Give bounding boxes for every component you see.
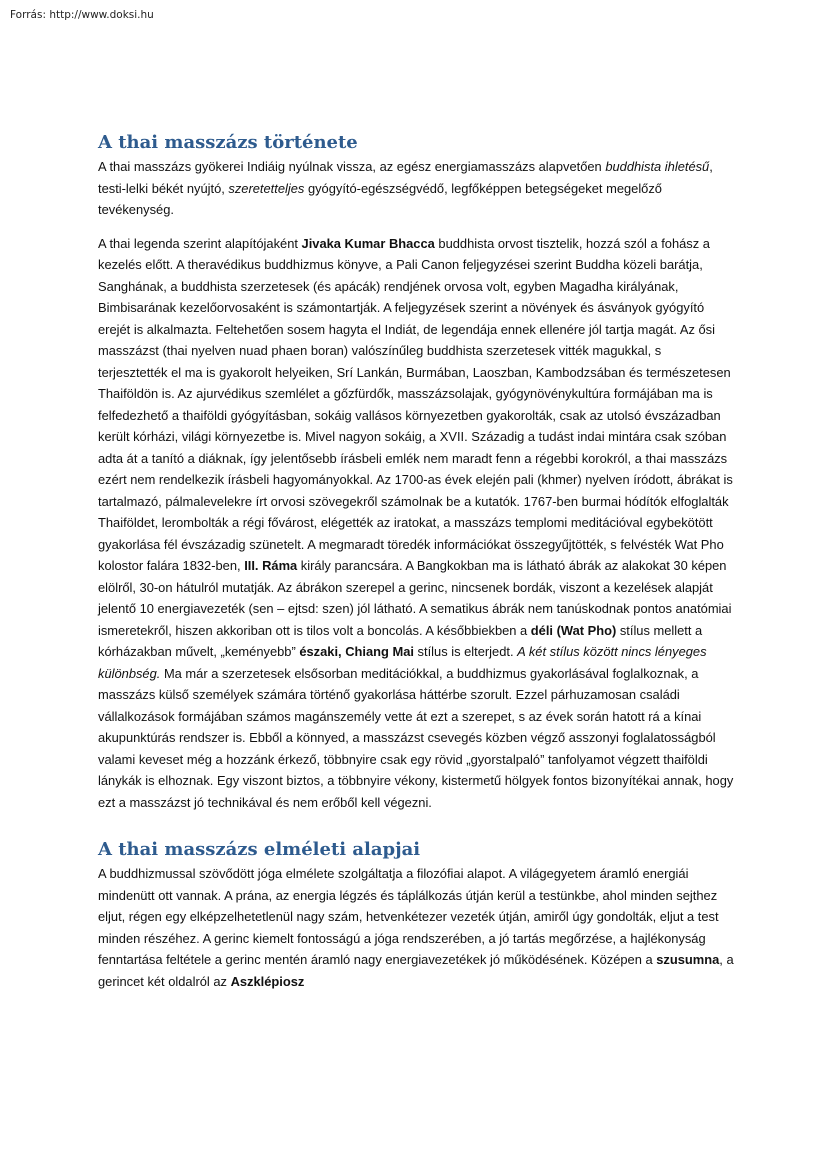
bold-text: déli (Wat Pho) xyxy=(530,622,617,638)
text-run: A thai legenda szerint alapítójaként xyxy=(98,235,302,251)
bold-text: északi, Chiang Mai xyxy=(299,644,414,659)
bold-text: Aszklépiosz xyxy=(230,973,305,989)
text-run: A buddhizmussal szövődött jóga elmélete szolgáltatja a filozófiai alapot. A világegyetem áramló energiái mindenütt ott vannak. A prána, az energia légzés és táplálkozás útján kerül a testünkbe, ahol minden sejthez eljut, régen egy elképzelhetetlenül nagy szám, hetvenkétezer vezeték útján, amiről úgy gondolták, eljut a test minden részéhez. A gerinc kiemelt fontosságú a jóga rendszerében, a jó tartás megőrzése, a hajlékonyság fenntartása feltétele a gerinc mentén áramló nagy energiavezetékek jó működésének. Középen a xyxy=(98,866,719,967)
text-run: , testi-lelki békét nyújtó, xyxy=(98,159,713,196)
text-run: stílus is elterjedt. xyxy=(413,644,518,659)
paragraph-theory xyxy=(98,863,734,992)
text-run: stílus mellett a kórházakban művelt, „keményebb” xyxy=(98,622,703,659)
text-run: , a gerincet két oldalról az xyxy=(98,952,734,989)
text-run: király parancsára. A Bangkokban ma is látható ábrák az alakokat 30 képen elölről, 30-on hátulról mutatják. Az ábrákon szerepel a gerinc, nincsenek bordák, viszont a kezelések alapját jelentő 10 energiavezeték (sen – ejtsd: szen) jól látható. A sematikus ábrák nem tanúskodnak pontos anatómiai ismeretekről, hiszen akkoriban ott is tilos volt a boncolás. A későbbiekben a xyxy=(98,558,732,638)
document-body xyxy=(98,130,734,992)
text-run: gyógyító-egészségvédő, legfőképpen betegségeket megelőző tevékenység. xyxy=(98,180,662,217)
paragraph-history-legend xyxy=(98,233,734,814)
source-url: Forrás: http://www.doksi.hu xyxy=(10,9,154,21)
bold-text: Jivaka Kumar Bhacca xyxy=(301,235,435,251)
bold-text: III. Ráma xyxy=(244,558,298,573)
section-title-history: A thai masszázs története xyxy=(98,132,358,153)
text-run: A thai masszázs gyökerei Indiáig nyúlnak vissza, az egész energiamasszázs alapvetően xyxy=(98,159,606,174)
italic-text: A két stílus között nincs lényeges különbség. xyxy=(98,644,707,681)
italic-text: szeretetteljes xyxy=(228,180,305,196)
section-title-theory: A thai masszázs elméleti alapjai xyxy=(98,839,421,860)
text-run: buddhista orvost tisztelik, hozzá szól a fohász a kezelés előtt. A theravédikus buddhizmus könyve, a Pali Canon feljegyzései szerint Buddha közeli barátja, Sanghának, a buddhista szerzetesek (és apácák) rendjének orvosa volt, egyben Magadha királyának, Bimbisarának kezelőorvosaként is számontartják. A feljegyzések szerint a növények és ásványok gyógyító erejét is alkalmazta. Feltehetően sosem hagyta el Indiát, de legendája ennek ellenére jól tartja magát. Az ősi masszázst (thai nyelven nuad phaen boran) valószínűleg buddhista szerzetesek vitték magukkal, s terjesztették el ma is gyakorolt helyeiken, Srí Lankán, Burmában, Laoszban, Kambodzsában és természetesen Thaiföldön is. Az ajurvédikus szemlélet a gőzfürdők, masszázsolajak, gyógynövénykultúra formájában ma is felfedezhető a thaiföldi gyógyításban, sokáig vallásos környezetben gyakorolták, csak az utolsó évszázadban került kórházi, világi környezetbe is. Mivel nagyon sokáig, a XVII. Századig a tudást indai mintára csak szóban adta át a tanító a diáknak, így jelentősebb írásbeli emlék nem maradt fenn a régebbi korokról, a thai masszázs ezért nem rendelkezik írásbeli hagyományokkal. Az 1700-as évek elején pali (khmer) nyelven íródott, ábrákat is tartalmazó, pálmalevelekre írt orvosi szövegekről számolnak be a kutatók. 1767-ben burmai hódítók elfoglalták Thaiföldet, lerombolták a régi fővárost, elégették az iratokat, a masszázs templomi meditációval egybekötött gyakorlása fél évszázadig szünetelt. A megmaradt töredék információkat összegyűjtötték, s felvésték Wat Pho kolostor falára 1832-ben, xyxy=(98,235,733,573)
paragraph-history-intro xyxy=(98,156,734,221)
text-run: Ma már a szerzetesek elsősorban meditációkkal, a buddhizmus gyakorlásával foglalkoznak, a masszázs külső személyek számára történő gyakorlása háttérbe szorult. Ezzel párhuzamosan családi vállalkozások formájában számos magánszemély vette át ezt a szerepet, s az évek során hatott rá a kínai akupunktúrás rendszer is. Ebből a könnyed, a masszázst csevegés közben végző asszonyi foglalatosságból valami keveset még a hozzánk érkező, többnyire csak egy rövid „gyorstalpaló” tanfolyamot végzett thaiföldi lánykák is elhoznak. Egy viszont biztos, a többnyire vékony, kistermetű hölgyek fontos bizonyítékai annak, hogy ezt a masszázst jó technikával és nem erőből kell végezni. xyxy=(98,665,734,810)
bold-text: szusumna xyxy=(656,952,720,967)
italic-text: buddhista ihletésű xyxy=(605,159,710,174)
